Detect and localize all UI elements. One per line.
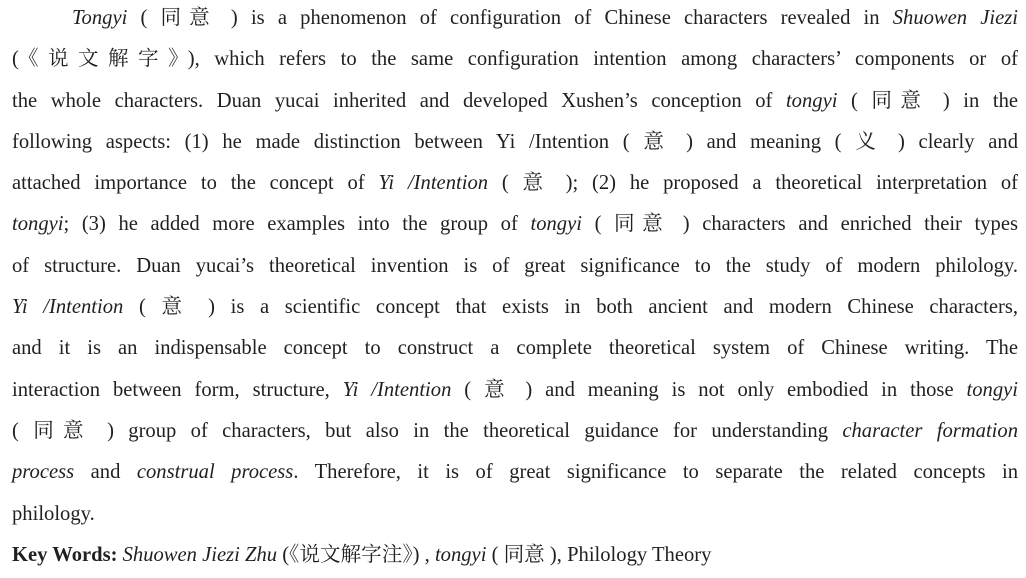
text-segment: ( 意 ) and meaning is not only embodied in those [451,378,967,401]
text-segment: tongyi [12,213,64,236]
text-segment: Tongyi [72,7,128,29]
text-segment: (《说文解字》), which refers to the same configuration intention among characters’ components or of [12,48,1018,71]
abstract-line [12,248,1018,289]
abstract-line [12,372,1018,413]
keywords-line [12,537,1018,578]
keywords-label: Key Words: [12,543,118,566]
text-segment: ( 同意 ) group of characters, but also in the theoretical guidance for understanding [12,419,843,442]
text-segment: Yi /Intention [342,378,452,401]
abstract-line [12,165,1018,206]
text-segment: tongyi [785,89,838,112]
abstract-line [12,413,1018,454]
abstract-line [12,0,1018,41]
keyword-segment: Shuowen Jiezi Zhu [122,543,278,566]
text-segment: Yi /Intention [378,172,489,195]
keyword-segment: (《说文解字注》) , [277,543,435,566]
text-segment: and [74,461,137,484]
text-segment: attached importance to the concept of [12,172,379,195]
text-segment: tongyi [966,378,1018,401]
keyword-segment: tongyi [434,543,487,566]
abstract-line [12,454,1018,495]
text-segment: following aspects: (1) he made distinction between Yi /Intention ( 意 ) and meaning ( 义 ) clearly and [12,130,1018,153]
text-segment: Shuowen Jiezi [892,7,1019,29]
abstract-line [12,83,1018,124]
abstract-line [12,124,1018,165]
text-segment: of structure. Duan yucai’s theoretical invention is of great significance to the study of modern philology. [12,254,1018,277]
abstract-line [12,41,1018,82]
abstract-line [12,496,1018,537]
text-segment: ( 意 ); (2) he proposed a theoretical interpretation of [488,172,1018,195]
text-segment: the whole characters. Duan yucai inherited and developed Xushen’s conception of [12,89,786,112]
text-segment: ( 同意 ) characters and enriched their types [581,213,1018,236]
text-segment: interaction between form, structure, [12,378,343,401]
text-segment: process [12,461,75,484]
abstract-line [12,206,1018,247]
text-segment: ( 意 ) is a scientific concept that exists in both ancient and modern Chinese characters, [123,296,1018,319]
text-segment: construal process [136,461,294,484]
text-segment: ( 同意 ) in the [837,89,1019,112]
abstract-page [12,0,1018,578]
abstract-line [12,330,1018,371]
text-segment: . Therefore, it is of great significance to separate the related concepts in [293,461,1018,484]
abstract-paragraph [12,0,1018,537]
text-segment: ( 同意 ) is a phenomenon of configuration of Chinese characters revealed in [127,7,893,29]
text-segment: tongyi [530,213,582,236]
text-segment: character formation [842,419,1018,442]
text-segment: ; (3) he added more examples into the group of [63,213,531,236]
text-segment: philology. [12,502,95,525]
text-segment: and it is an indispensable concept to construct a complete theoretical system of Chinese writing. The [12,337,1018,360]
abstract-line [12,289,1018,330]
keyword-segment: ( 同意 ), Philology Theory [486,543,712,566]
text-segment: Yi /Intention [12,296,124,319]
